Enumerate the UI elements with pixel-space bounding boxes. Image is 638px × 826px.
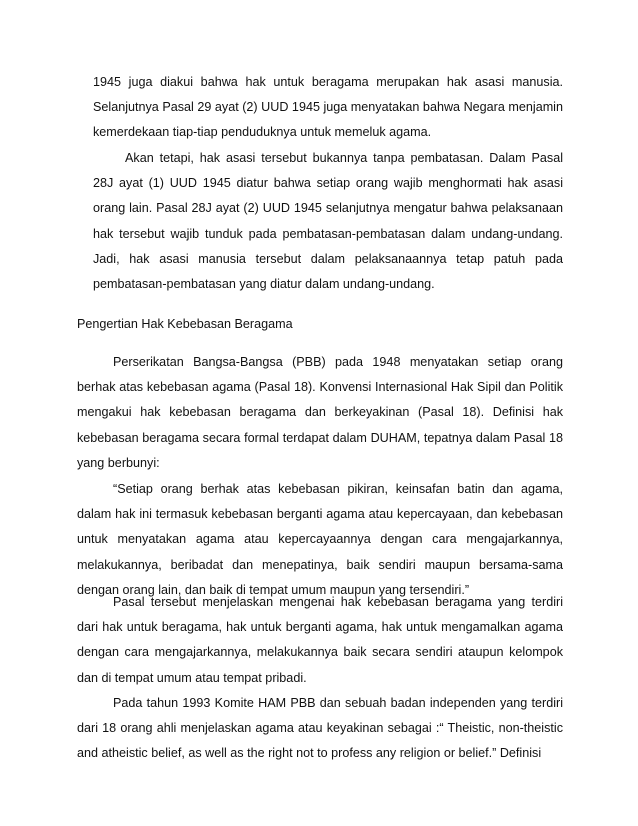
paragraph-quote-duham: “Setiap orang berhak atas kebebasan pikiran, keinsafan batin dan agama, dalam hak ini termasuk kebebasan berganti agama atau kepercayaan, dan kebebasan untuk menyatakan agama atau kepercayaannya dengan cara mengajarkannya, melakukannya, beribadat dan menepatinya, baik sendiri maupun bersama-sama dengan orang lain, dan baik di tempat umum maupun yang tersendiri.” (77, 482, 563, 597)
paragraph-komite-ham: Pada tahun 1993 Komite HAM PBB dan sebuah badan independen yang terdiri dari 18 orang ahli menjelaskan agama atau keyakinan sebagai :“ Theistic, non-theistic and atheistic belief, as well as the right not to profess any religion or belief.” Definisi (77, 696, 563, 761)
paragraph-pasal-explanation: Pasal tersebut menjelaskan mengenai hak kebebasan beragama yang terdiri dari hak untuk beragama, hak untuk berganti agama, hak untuk mengamalkan agama dengan cara mengajarkannya, melakukannya baik secara sendiri ataupun kelompok dan di tempat umum atau tempat pribadi. (77, 595, 563, 685)
paragraph-continuation: 1945 juga diakui bahwa hak untuk beragama merupakan hak asasi manusia. Selanjutnya Pasal 29 ayat (2) UUD 1945 juga menyatakan bahwa Negara menjamin kemerdekaan tiap-tiap penduduknya untuk memeluk agama. (93, 75, 563, 140)
paragraph-pbb: Perserikatan Bangsa-Bangsa (PBB) pada 1948 menyatakan setiap orang berhak atas kebebasan agama (Pasal 18). Konvensi Internasional Hak Sipil dan Politik mengakui hak kebebasan beragama dan berkeyakinan (Pasal 18). Definisi hak kebebasan beragama secara formal terdapat dalam DUHAM, tepatnya dalam Pasal 18 yang berbunyi: (77, 355, 563, 470)
paragraph-pembatasan: Akan tetapi, hak asasi tersebut bukannya tanpa pembatasan. Dalam Pasal 28J ayat (1) UUD 1945 diatur bahwa setiap orang wajib menghormati hak asasi orang lain. Pasal 28J ayat (2) UUD 1945 selanjutnya mengatur bahwa pelaksanaan hak tersebut wajib tunduk pada pembatasan-pembatasan dalam undang-undang. Jadi, hak asasi manusia tersebut dalam pelaksanaannya tetap patuh pada pembatasan-pembatasan yang diatur dalam undang-undang. (93, 151, 563, 292)
section-heading: Pengertian Hak Kebebasan Beragama (77, 317, 293, 331)
